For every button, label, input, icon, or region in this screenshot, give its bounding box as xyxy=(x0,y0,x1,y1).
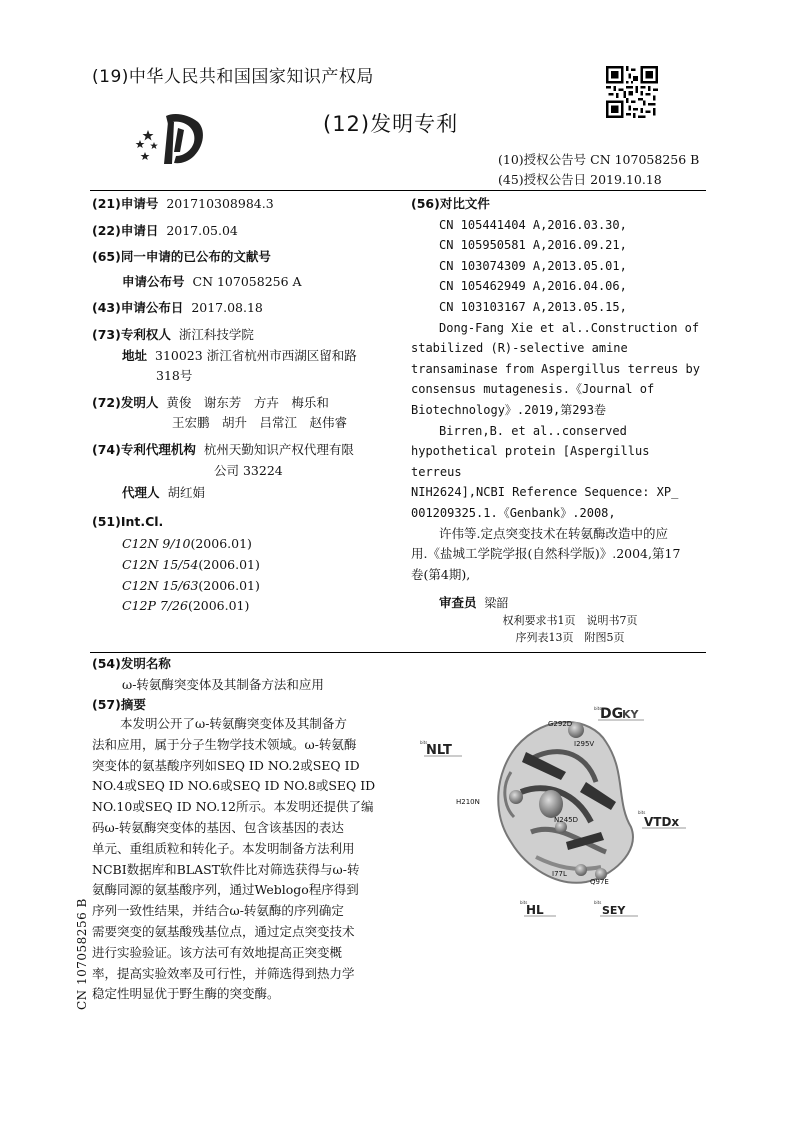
patentee-label: (73)专利权人 xyxy=(92,326,171,342)
prior-publication-label: (65)同一申请的已公布的文献号 xyxy=(92,249,271,265)
reference-xie-line: transaminase from Aspergillus terreus by xyxy=(411,361,700,376)
reference-xie-line: Dong-Fang Xie et al..Construction of xyxy=(439,320,700,335)
sequence-logo-bottom-left xyxy=(520,900,556,917)
abstract-line: 稳定性明显优于野生酶的突变酶。 xyxy=(92,986,280,1002)
label-g292d: G292D xyxy=(548,720,573,728)
abstract-line: 进行实验验证。该方法可有效地提高正突变概 xyxy=(92,944,343,960)
agency-line-1: 杭州天勤知识产权代理有限 xyxy=(203,441,354,457)
reference-birren-line: 001209325.1.《Genbank》.2008, xyxy=(411,505,616,520)
sequence-logo-bottom-right xyxy=(594,900,638,917)
svg-text:bits: bits xyxy=(420,740,428,745)
reference-item: CN 105462949 A,2016.04.06, xyxy=(439,279,627,294)
svg-text:KY: KY xyxy=(622,708,639,721)
int-cl-item: C12N 15/63(2006.01) xyxy=(122,577,260,593)
svg-text:NLT: NLT xyxy=(426,743,452,758)
abstract-text xyxy=(92,714,392,1005)
section-divider xyxy=(90,652,706,653)
publication-date-label: (43)申请公布日 xyxy=(92,300,184,316)
inventors-line-2: 王宏鹏 胡升 吕常江 赵伟睿 xyxy=(172,415,348,431)
agency-row xyxy=(92,440,402,461)
address-row xyxy=(92,346,402,367)
page-count-info xyxy=(480,612,660,646)
application-date-row xyxy=(92,221,402,242)
abstract-line: 突变体的氨基酸序列如SEQ ID NO.2或SEQ ID xyxy=(92,757,360,773)
address-line-2: 318号 xyxy=(156,368,193,384)
patentee: 浙江科技学院 xyxy=(178,326,254,342)
header-divider xyxy=(90,190,706,191)
reference-birren-line: NIH2624],NCBI Reference Sequence: XP_ xyxy=(411,485,679,500)
int-cl-item: C12N 15/54(2006.01) xyxy=(122,556,260,572)
reference-item: CN 105441404 A,2016.03.30, xyxy=(439,217,627,232)
agency-line-2: 公司 33224 xyxy=(214,462,283,478)
int-cl-label: (51)Int.Cl. xyxy=(92,513,164,529)
inventors-label: (72)发明人 xyxy=(92,394,159,410)
application-date: 2017.05.04 xyxy=(166,222,238,238)
reference-birren-line: Birren,B. et al..conserved xyxy=(439,423,627,438)
patent-office-name: (19)中华人民共和国国家知识产权局 xyxy=(92,67,374,87)
reference-xie-line: Biotechnology》.2019,第293卷 xyxy=(411,402,606,417)
sequence-logo-right xyxy=(638,810,686,829)
svg-text:HL: HL xyxy=(526,903,544,917)
svg-text:bits: bits xyxy=(638,810,646,815)
references-column xyxy=(411,194,707,614)
abstract-label: (57)摘要 xyxy=(92,697,146,712)
label-q97e: Q97E xyxy=(590,878,609,886)
qr-code xyxy=(606,66,658,118)
abstract-line: 需要突变的氨基酸残基位点，通过定点突变技术 xyxy=(92,923,355,939)
abstract-line: NCBI数据库和BLAST软件比对筛选获得与ω-转 xyxy=(92,861,360,877)
agent-label: 代理人 xyxy=(122,485,160,501)
label-h210n: H210N xyxy=(456,798,480,806)
application-date-label: (22)申请日 xyxy=(92,222,159,238)
abstract-line: 码ω-转氨酶突变体的基因、包含该基因的表达 xyxy=(92,819,344,835)
page-count-line-2: 序列表13页 附图5页 xyxy=(515,631,625,644)
prior-publication-row xyxy=(92,272,402,293)
examiner: 梁韶 xyxy=(484,596,509,611)
int-cl-item: C12N 9/10(2006.01) xyxy=(122,536,252,552)
sequence-logo-top xyxy=(594,706,644,722)
svg-text:VTDx: VTDx xyxy=(644,815,680,829)
cnipa-logo-icon xyxy=(128,108,210,168)
application-number-row xyxy=(92,194,402,215)
agent: 胡红娟 xyxy=(167,485,206,501)
application-number-label: (21)申请号 xyxy=(92,196,159,211)
reference-xu-line: 卷(第4期), xyxy=(411,566,471,582)
abstract-line: 率，提高实验效率及可行性，并筛选得到热力学 xyxy=(92,965,355,981)
side-publication-number: CN 107058256 B xyxy=(75,898,89,1010)
invention-title: ω-转氨酶突变体及其制备方法和应用 xyxy=(122,677,324,692)
sequence-logo-left xyxy=(420,740,462,758)
document-type-heading: (12)发明专利 xyxy=(323,112,459,136)
reference-item: CN 103074309 A,2013.05.01, xyxy=(439,258,627,273)
grant-publication-date: (45)授权公告日 2019.10.18 xyxy=(498,172,662,187)
title-label: (54)发明名称 xyxy=(92,656,171,671)
address-label: 地址 xyxy=(122,347,148,363)
bibliographic-left-column xyxy=(92,194,402,617)
svg-text:bits: bits xyxy=(594,900,602,905)
patentee-row xyxy=(92,325,402,346)
abstract-line: NO.10或SEQ ID NO.12所示。本发明还提供了编 xyxy=(92,799,374,815)
inventors-row xyxy=(92,393,402,414)
examiner-label: 审查员 xyxy=(439,595,477,611)
prior-publication-number: CN 107058256 A xyxy=(192,273,302,289)
abstract-line: 本发明公开了ω-转氨酶突变体及其制备方 xyxy=(120,716,347,731)
abstract-line: 氨酶同源的氨基酸序列，通过Weblogo程序得到 xyxy=(92,882,359,898)
inventors-line-1: 黄俊 谢东芳 方卉 梅乐和 xyxy=(166,394,329,410)
logo-bits-label: bits xyxy=(594,706,602,711)
reference-birren-line: hypothetical protein [Aspergillus terreus xyxy=(411,444,650,479)
grant-publication-number: (10)授权公告号 CN 107058256 B xyxy=(498,152,700,167)
reference-item: CN 103103167 A,2013.05.15, xyxy=(439,299,627,314)
abstract-line: 单元、重组质粒和转化子。本发明制备方法利用 xyxy=(92,840,355,856)
abstract-line: 法和应用，属于分子生物学技术领域。ω-转氨酶 xyxy=(92,736,357,752)
agent-row xyxy=(92,483,402,504)
prior-publication-sub-label: 申请公布号 xyxy=(122,273,185,289)
abstract-line: 序列一致性结果，并结合ω-转氨酶的序列确定 xyxy=(92,903,344,919)
protein-structure-figure xyxy=(416,692,716,932)
reference-xie-line: consensus mutagenesis.《Journal of xyxy=(411,382,655,397)
reference-xie-line: stabilized (R)-selective amine xyxy=(411,341,628,356)
label-i295v: I295V xyxy=(574,740,595,748)
label-i77l: I77L xyxy=(552,870,567,878)
svg-text:SEY: SEY xyxy=(602,904,626,917)
publication-date: 2017.08.18 xyxy=(191,300,263,316)
svg-text:bits: bits xyxy=(520,900,528,905)
address-line-1: 310023 浙江省杭州市西湖区留和路 xyxy=(155,347,357,363)
application-number: 201710308984.3 xyxy=(166,196,274,211)
int-cl-list xyxy=(92,534,402,616)
reference-xu-line: 许伟等.定点突变技术在转氨酶改造中的应 xyxy=(439,525,668,541)
references-label: (56)对比文件 xyxy=(411,196,490,211)
abstract-line: NO.4或SEQ ID NO.6或SEQ ID NO.8或SEQ ID xyxy=(92,778,376,794)
reference-item: CN 105950581 A,2016.09.21, xyxy=(439,238,627,253)
publication-date-row xyxy=(92,298,402,319)
reference-xu-line: 用.《盐城工学院学报(自然科学版)》.2004,第17 xyxy=(411,546,681,562)
svg-text:DG: DG xyxy=(600,706,624,722)
page-count-line-1: 权利要求书1页 说明书7页 xyxy=(502,614,638,627)
int-cl-item: C12P 7/26(2006.01) xyxy=(122,598,250,614)
grant-publication-info xyxy=(498,150,699,190)
examiner-row xyxy=(411,593,707,614)
label-n245d: N245D xyxy=(554,816,578,824)
agency-label: (74)专利代理机构 xyxy=(92,441,196,457)
